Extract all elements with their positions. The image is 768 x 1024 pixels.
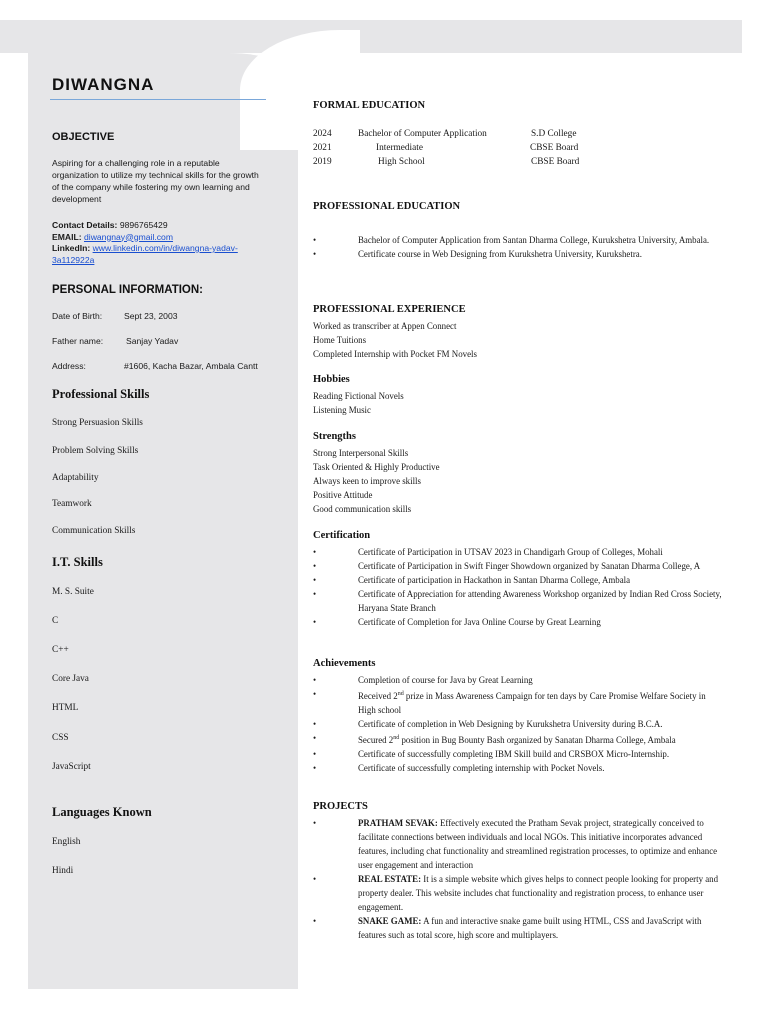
- edu-board: CBSE Board: [531, 157, 580, 167]
- project-text: Effectively executed the Pratham Sevak project, strategically conceived to facilitate connections between individuals and local NGOs. This initiative incorporates advanced features, including chat functionality and streamlined registration processes, to optimize and enhance user engagement and interaction: [358, 818, 718, 870]
- skill-item: Adaptability: [52, 473, 99, 483]
- edu-degree: High School: [378, 157, 425, 167]
- languages-heading: Languages Known: [52, 805, 152, 819]
- hobby-line: Listening Music: [313, 405, 371, 415]
- linkedin-link[interactable]: www.linkedin.com/in/diwangna-yadav-3a112922a: [52, 243, 238, 265]
- edu-board: S.D College: [531, 129, 577, 139]
- it-skill-item: CSS: [52, 733, 69, 743]
- address-label: Address:: [52, 361, 86, 371]
- father-label: Father name:: [52, 336, 104, 346]
- email-link[interactable]: diwangnay@gmail.com: [84, 231, 173, 242]
- dob-value: Sept 23, 2003: [124, 311, 178, 321]
- language-item: English: [52, 837, 81, 847]
- hobbies-heading: Hobbies: [313, 374, 350, 385]
- header-band: [0, 20, 742, 53]
- hobby-line: Reading Fictional Novels: [313, 391, 404, 401]
- it-skill-item: HTML: [52, 703, 79, 713]
- phone-value: 9896765429: [119, 220, 168, 230]
- edu-year: 2019: [313, 157, 332, 167]
- list-item: • Certificate of Completion for Java Online Course by Great Learning: [313, 615, 723, 629]
- skill-item: Teamwork: [52, 499, 92, 509]
- list-item: • Certificate of successfully completing IBM Skill build and CRSBOX Micro-Internship.: [313, 747, 723, 761]
- list-item: • Certificate course in Web Designing from Kurukshetra University, Kurukshetra.: [313, 247, 723, 261]
- experience-heading: PROFESSIONAL EXPERIENCE: [313, 304, 466, 315]
- experience-lines: [313, 319, 477, 361]
- project-item: [313, 914, 723, 942]
- projects-list: [313, 816, 723, 942]
- skill-item: Strong Persuasion Skills: [52, 418, 143, 428]
- project-title: REAL ESTATE:: [358, 874, 422, 884]
- strengths-heading: Strengths: [313, 431, 356, 442]
- list-item: • Certificate of completion in Web Designing by Kurukshetra University during B.C.A.: [313, 717, 723, 731]
- address-value: #1606, Kacha Bazar, Ambala Cantt: [124, 361, 258, 371]
- list-item: • Received 2nd prize in Mass Awareness Campaign for ten days by Care Promise Welfare Society in High school: [313, 687, 723, 717]
- father-value: Sanjay Yadav: [126, 336, 179, 346]
- list-item: • Certificate of Participation in Swift Finger Showdown organized by Sanatan Dharma College, A: [313, 559, 723, 573]
- strength-line: Task Oriented & Highly Productive: [313, 462, 440, 472]
- strength-line: Positive Attitude: [313, 490, 373, 500]
- name-underline: [50, 99, 266, 100]
- it-skills-heading: I.T. Skills: [52, 555, 103, 569]
- contact-details: [52, 220, 272, 266]
- edu-year: 2021: [313, 143, 332, 153]
- strength-line: Strong Interpersonal Skills: [313, 448, 409, 458]
- list-item: • Certificate of Participation in UTSAV 2023 in Chandigarh Group of Colleges, Mohali: [313, 545, 723, 559]
- project-text: It is a simple website which gives helps to connect people looking for property and property dealer. This website includes chat functionality and registration process, to enhance user engagement.: [358, 874, 719, 912]
- it-skill-item: JavaScript: [52, 762, 91, 772]
- project-title: SNAKE GAME:: [358, 916, 422, 926]
- list-item: • Certificate of Appreciation for attending Awareness Workshop organized by Indian Red Cross Society, Haryana State Branch: [313, 587, 723, 615]
- project-item: [313, 816, 723, 872]
- certification-heading: Certification: [313, 530, 371, 541]
- list-item: • Certificate of successfully completing internship with Pocket Novels.: [313, 761, 723, 775]
- edu-degree: Intermediate: [376, 143, 423, 153]
- edu-degree: Bachelor of Computer Application: [358, 129, 487, 139]
- project-text: A fun and interactive snake game built using HTML, CSS and JavaScript with features such as total score, high score and multiplayers.: [358, 916, 702, 940]
- email-label: EMAIL:: [52, 231, 82, 242]
- experience-line: Worked as transcriber at Appen Connect: [313, 321, 457, 331]
- linkedin-label: LinkedIn:: [52, 243, 91, 253]
- personal-info-heading: PERSONAL INFORMATION:: [52, 284, 203, 296]
- objective-heading: OBJECTIVE: [52, 131, 115, 143]
- project-item: [313, 872, 723, 914]
- skill-item: Problem Solving Skills: [52, 446, 139, 456]
- professional-education-heading: PROFESSIONAL EDUCATION: [313, 201, 461, 212]
- projects-heading: PROJECTS: [313, 801, 368, 812]
- it-skill-item: C++: [52, 645, 69, 655]
- professional-education-list: [313, 233, 723, 261]
- dob-label: Date of Birth:: [52, 311, 103, 321]
- phone-label: Contact Details:: [52, 220, 118, 230]
- strengths-lines: [313, 446, 440, 516]
- edu-board: CBSE Board: [530, 143, 579, 153]
- achievements-list: [313, 673, 723, 775]
- strength-line: Always keen to improve skills: [313, 476, 421, 486]
- list-item: • Secured 2nd position in Bug Bounty Bash organized by Sanatan Dharma College, Ambala: [313, 731, 723, 747]
- it-skill-item: C: [52, 616, 59, 626]
- list-item: • Bachelor of Computer Application from Santan Dharma College, Kurukshetra University, Ambala.: [313, 233, 723, 247]
- objective-text: Aspiring for a challenging role in a reputable organization to utilize my technical skills for the growth of the company while fostering my own learning and development: [52, 158, 259, 204]
- formal-education-heading: FORMAL EDUCATION: [313, 100, 426, 111]
- skill-item: Communication Skills: [52, 526, 136, 536]
- achievements-heading: Achievements: [313, 658, 376, 669]
- list-item: • Certificate of participation in Hackathon in Santan Dharma College, Ambala: [313, 573, 723, 587]
- it-skill-item: M. S. Suite: [52, 587, 94, 597]
- candidate-name: DIWANGNA: [52, 75, 155, 94]
- project-title: PRATHAM SEVAK:: [358, 818, 438, 828]
- experience-line: Completed Internship with Pocket FM Novels: [313, 349, 477, 359]
- professional-skills-heading: Professional Skills: [52, 387, 150, 401]
- list-item: • Completion of course for Java by Great Learning: [313, 673, 723, 687]
- edu-year: 2024: [313, 129, 332, 139]
- it-skill-item: Core Java: [52, 674, 89, 684]
- language-item: Hindi: [52, 866, 74, 876]
- hobbies-lines: [313, 389, 404, 417]
- experience-line: Home Tuitions: [313, 335, 367, 345]
- strength-line: Good communication skills: [313, 504, 412, 514]
- certification-list: [313, 545, 723, 629]
